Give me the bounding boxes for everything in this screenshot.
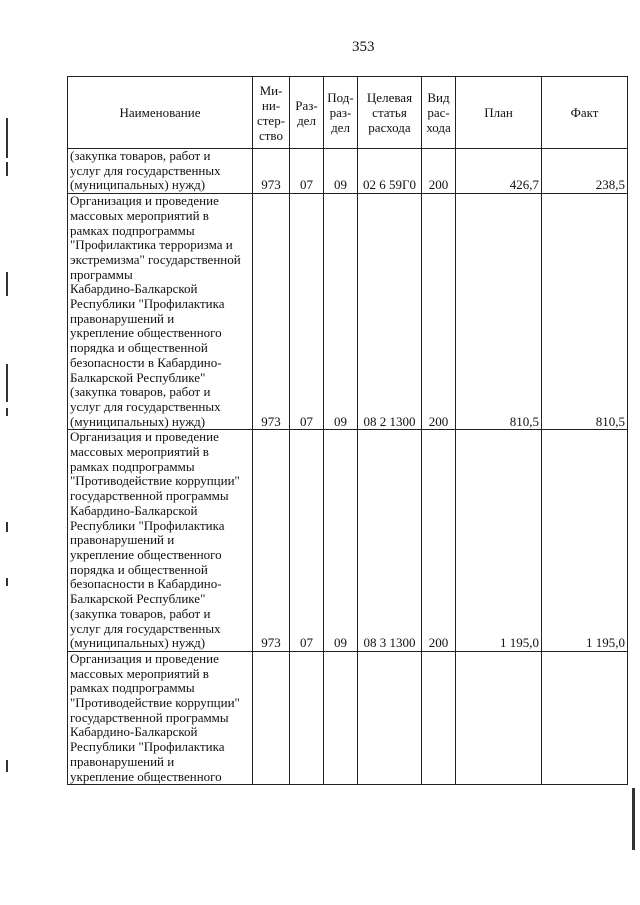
row-ministry: 973 — [253, 194, 290, 430]
row-target: 08 3 1300 — [358, 430, 422, 652]
scan-mark — [6, 118, 8, 158]
row-name: Организация и проведение массовых мероприятий в рамках подпрограммы "Противодействие коррупции" государственной программы Кабардино-Балкарской Республики "Профилактика правонарушений и укрепление общественного — [68, 651, 253, 784]
header-section: Раз- дел — [290, 77, 324, 149]
table-row — [68, 149, 628, 194]
row-ministry: 973 — [253, 430, 290, 652]
header-fact: Факт — [542, 77, 628, 149]
scan-mark — [6, 760, 8, 772]
row-name: (закупка товаров, работ и услуг для государственных (муниципальных) нужд) — [68, 149, 253, 194]
header-name: Наименование — [68, 77, 253, 149]
row-section: 07 — [290, 194, 324, 430]
row-ministry — [253, 651, 290, 784]
row-target — [358, 651, 422, 784]
row-section — [290, 651, 324, 784]
row-plan: 426,7 — [456, 149, 542, 194]
row-kind — [422, 651, 456, 784]
page-number: 353 — [352, 39, 375, 55]
row-section: 07 — [290, 430, 324, 652]
table-row — [68, 651, 628, 784]
row-target: 08 2 1300 — [358, 194, 422, 430]
row-target: 02 6 59Г0 — [358, 149, 422, 194]
table-row — [68, 430, 628, 652]
row-kind: 200 — [422, 149, 456, 194]
row-fact: 810,5 — [542, 194, 628, 430]
row-plan: 1 195,0 — [456, 430, 542, 652]
row-ministry: 973 — [253, 149, 290, 194]
scan-mark — [6, 578, 8, 586]
row-kind: 200 — [422, 430, 456, 652]
scan-mark — [6, 522, 8, 532]
row-name: Организация и проведение массовых мероприятий в рамках подпрограммы "Профилактика терроризма и экстремизма" государственной программы Кабардино-Балкарской Республики "Профилактика правонарушений и укрепление общественного порядка и общественной безопасности в Кабардино-Балкарской Республике" (закупка товаров, работ и услуг для государственных (муниципальных) нужд) — [68, 194, 253, 430]
budget-table — [67, 76, 628, 785]
header-subsection: Под- раз- дел — [324, 77, 358, 149]
row-subsection: 09 — [324, 194, 358, 430]
row-fact — [542, 651, 628, 784]
row-subsection: 09 — [324, 149, 358, 194]
row-section: 07 — [290, 149, 324, 194]
row-kind: 200 — [422, 194, 456, 430]
row-fact: 238,5 — [542, 149, 628, 194]
scan-mark — [6, 162, 8, 176]
scan-mark — [6, 272, 8, 296]
header-plan: План — [456, 77, 542, 149]
table-header-row — [68, 77, 628, 149]
row-name: Организация и проведение массовых мероприятий в рамках подпрограммы "Противодействие коррупции" государственной программы Кабардино-Балкарской Республики "Профилактика правонарушений и укрепление общественного порядка и общественной безопасности в Кабардино-Балкарской Республике" (закупка товаров, работ и услуг для государственных (муниципальных) нужд) — [68, 430, 253, 652]
table-row — [68, 194, 628, 430]
scan-mark — [6, 408, 8, 416]
header-target: Целевая статья расхода — [358, 77, 422, 149]
scan-mark — [632, 788, 635, 850]
header-kind: Вид рас- хода — [422, 77, 456, 149]
scan-mark — [6, 364, 8, 402]
row-fact: 1 195,0 — [542, 430, 628, 652]
row-plan: 810,5 — [456, 194, 542, 430]
header-ministry: Ми- ни- стер- ство — [253, 77, 290, 149]
row-subsection: 09 — [324, 430, 358, 652]
row-subsection — [324, 651, 358, 784]
row-plan — [456, 651, 542, 784]
